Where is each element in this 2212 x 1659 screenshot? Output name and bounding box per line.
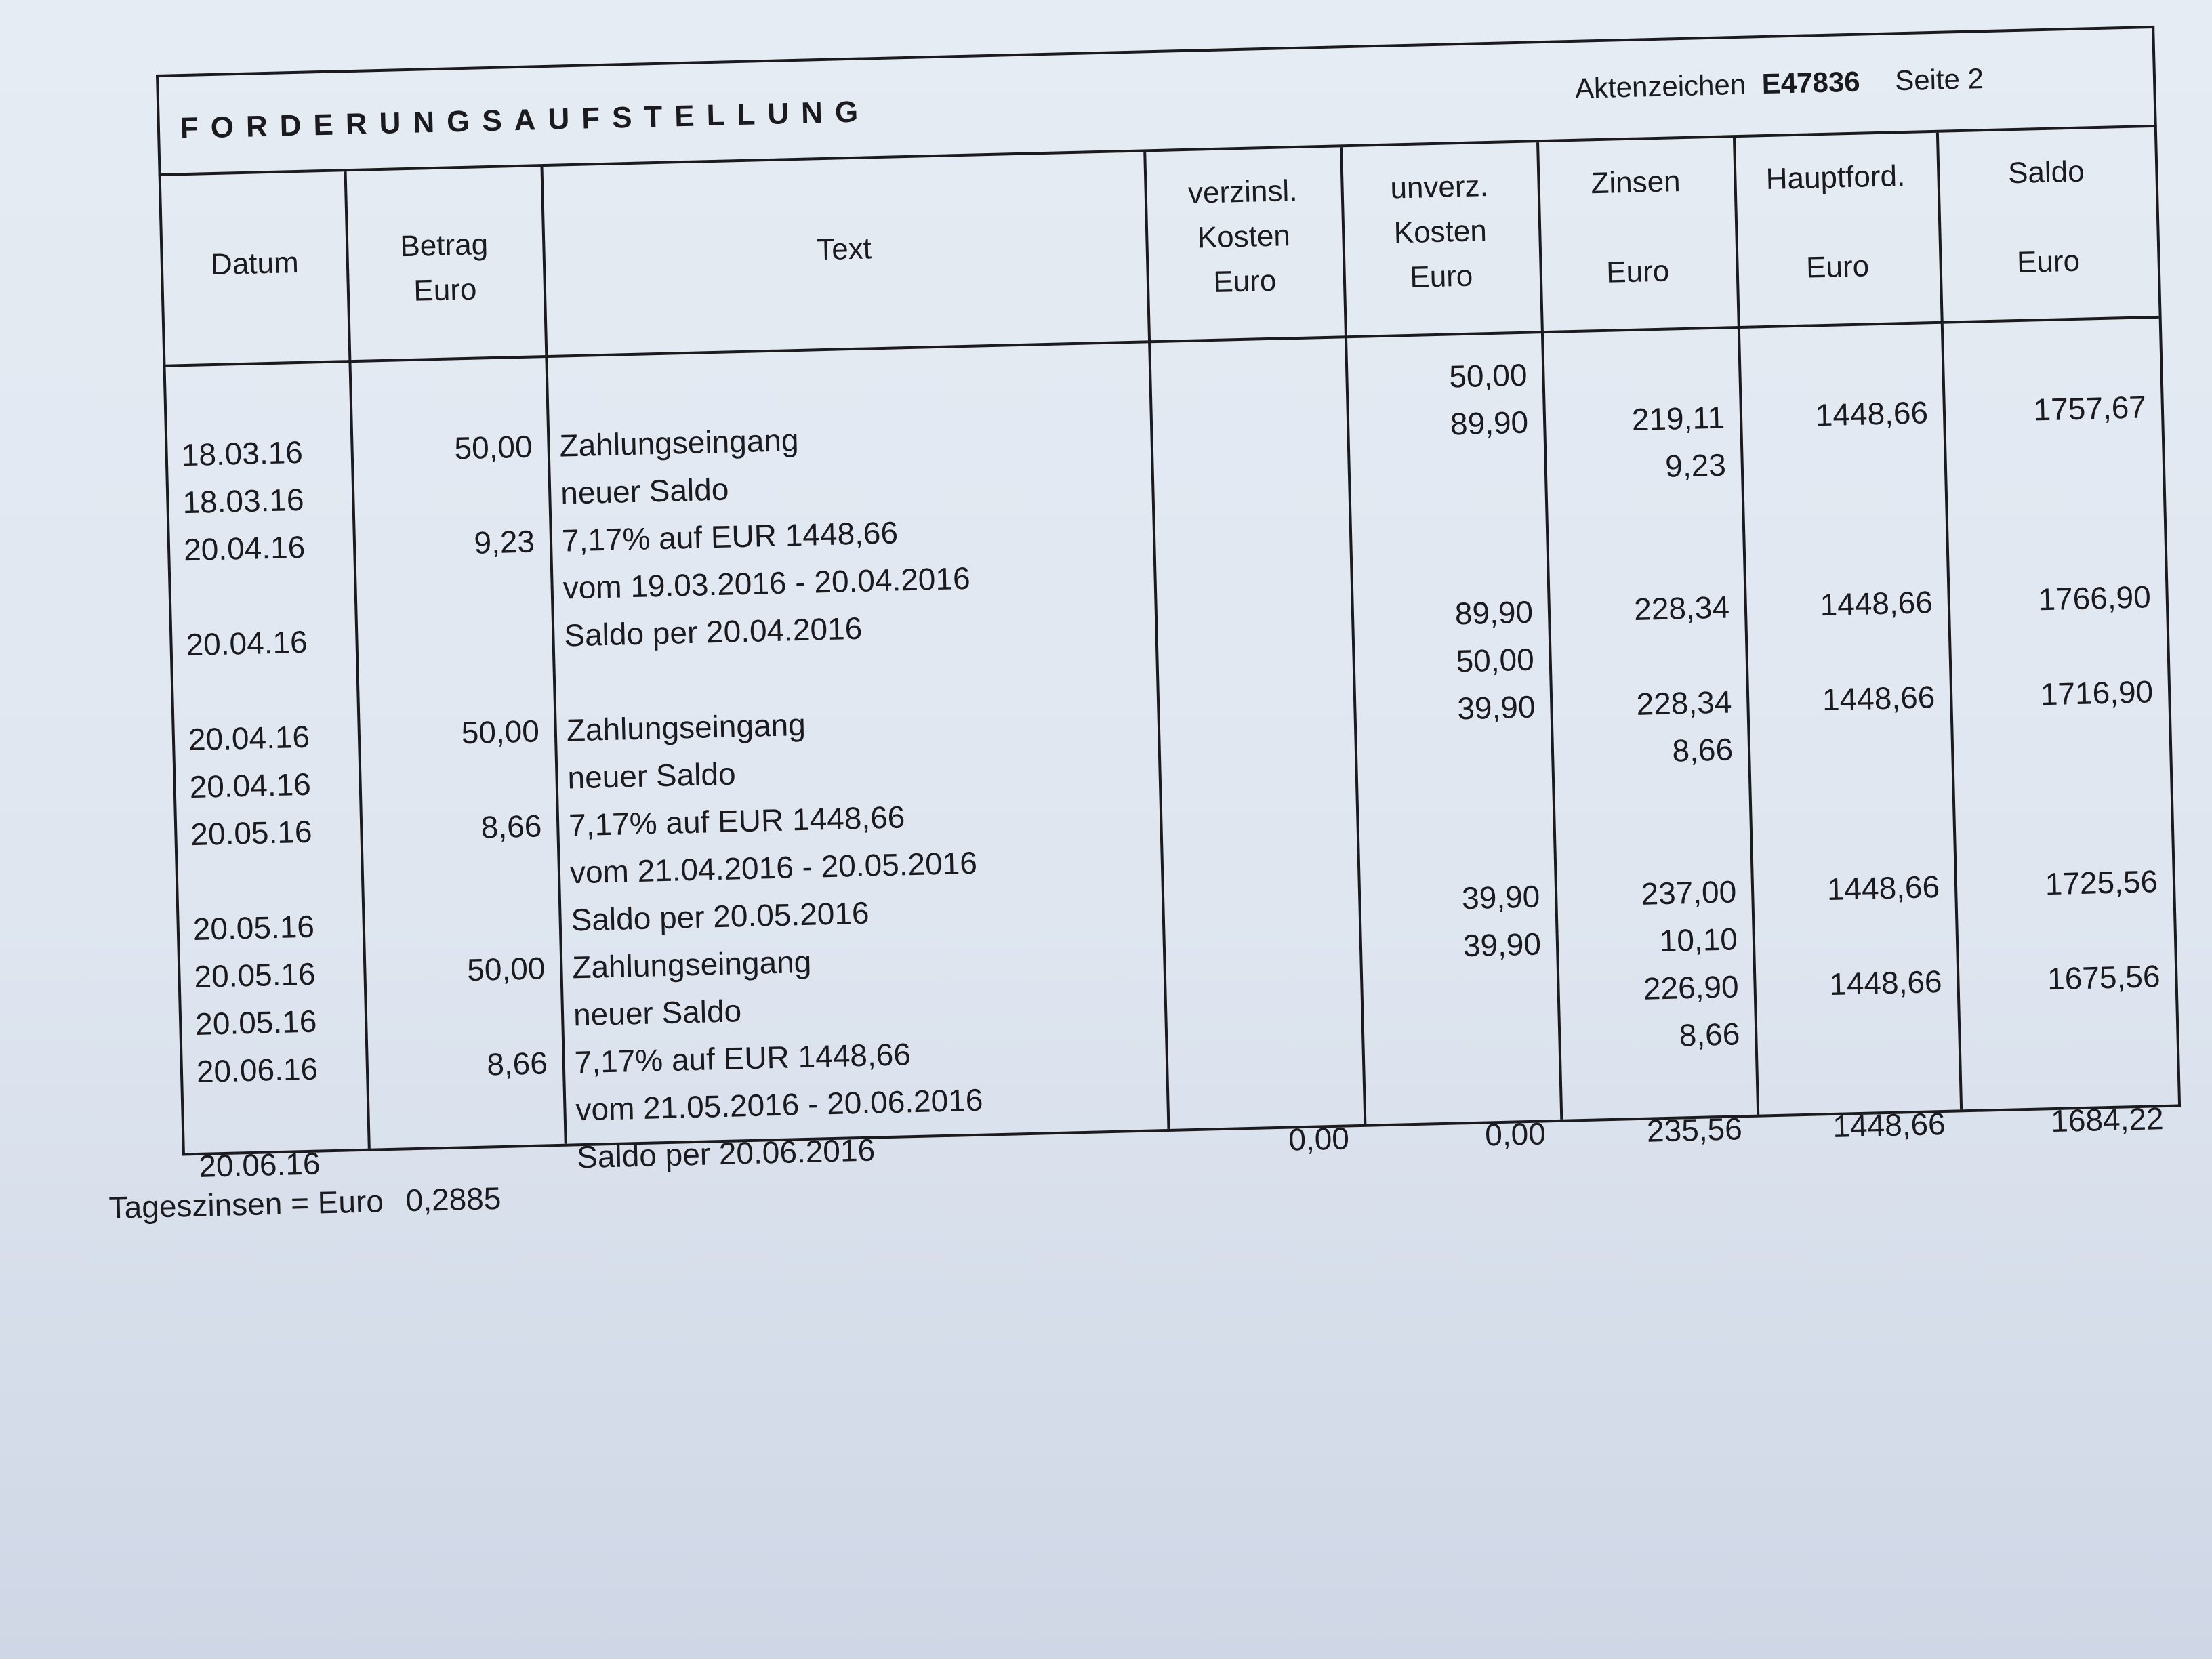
cell-text: vom 21.04.2016 - 20.05.2016 xyxy=(569,844,978,890)
cell-betrag: 8,66 xyxy=(480,808,542,845)
cell-saldo: 1716,90 xyxy=(2040,674,2154,712)
cell-zinsen: 226,90 xyxy=(1643,968,1740,1006)
cell-datum: 20.06.16 xyxy=(198,1145,321,1184)
cell-datum: 20.05.16 xyxy=(190,813,313,853)
cell-zinsen: 8,66 xyxy=(1671,731,1734,769)
cell-text: Saldo per 20.06.2016 xyxy=(576,1132,876,1175)
cell-unverz: 39,90 xyxy=(1461,878,1540,916)
cell-text: neuer Saldo xyxy=(560,471,729,511)
cell-text: Zahlungseingang xyxy=(558,422,800,464)
cell-betrag: 50,00 xyxy=(466,950,546,988)
cell-datum: 20.06.16 xyxy=(196,1050,319,1089)
column-header-haupt: Hauptford. Euro xyxy=(1765,159,1906,285)
claim-statement-sheet xyxy=(156,26,2181,1184)
cell-zinsen: 8,66 xyxy=(1679,1016,1740,1053)
cell-unverz: 39,90 xyxy=(1462,926,1542,964)
cell-text: Zahlungseingang xyxy=(566,706,806,748)
cell-text: neuer Saldo xyxy=(573,993,742,1033)
cell-unverz: 50,00 xyxy=(1448,356,1528,394)
cell-text: vom 21.05.2016 - 20.06.2016 xyxy=(575,1082,983,1128)
column-header-datum: Datum xyxy=(210,245,300,282)
cell-unverz: 0,00 xyxy=(1484,1115,1547,1153)
cell-datum: 18.03.16 xyxy=(182,481,305,520)
cell-unverz: 39,90 xyxy=(1456,689,1536,726)
cell-haupt: 1448,66 xyxy=(1828,964,1943,1002)
daily-interest-value: 0,2885 xyxy=(405,1180,501,1218)
reference-label: Aktenzeichen xyxy=(1574,68,1746,104)
cell-text: vom 19.03.2016 - 20.04.2016 xyxy=(562,560,971,606)
column-header-betrag: Betrag Euro xyxy=(399,228,489,308)
cell-saldo: 1766,90 xyxy=(2037,579,2152,617)
claim-table xyxy=(159,125,2182,1184)
column-header-unverz: unverz. Kosten Euro xyxy=(1389,169,1489,294)
daily-interest-label: Tageszinsen = Euro xyxy=(108,1183,384,1225)
cell-datum: 18.03.16 xyxy=(181,434,304,473)
document-title: FORDERUNGSAUFSTELLUNG xyxy=(180,95,871,146)
cell-saldo: 1684,22 xyxy=(2050,1101,2165,1139)
cell-betrag: 50,00 xyxy=(453,428,533,466)
reference-info xyxy=(1574,62,1984,105)
column-header-zinsen: Zinsen Euro xyxy=(1590,165,1681,289)
cell-zinsen: 9,23 xyxy=(1664,447,1727,484)
cell-haupt: 1448,66 xyxy=(1819,584,1933,623)
cell-zinsen: 219,11 xyxy=(1631,399,1725,437)
cell-unverz: 89,90 xyxy=(1450,404,1529,442)
cell-zinsen: 10,10 xyxy=(1659,921,1738,959)
column-header-text: Text xyxy=(816,232,872,267)
cell-zinsen: 228,34 xyxy=(1636,684,1732,722)
cell-datum: 20.05.16 xyxy=(193,956,316,995)
cell-text: Saldo per 20.04.2016 xyxy=(563,610,863,653)
cell-saldo: 1725,56 xyxy=(2045,863,2158,902)
column-divider xyxy=(540,167,567,1144)
cell-datum: 20.04.16 xyxy=(185,623,308,663)
cell-text: 7,17% auf EUR 1448,66 xyxy=(561,514,899,558)
cell-verz: 0,00 xyxy=(1288,1120,1350,1158)
cell-datum: 20.04.16 xyxy=(183,529,306,568)
header-divider xyxy=(165,316,2158,367)
cell-zinsen: 237,00 xyxy=(1640,874,1737,912)
page-number: Seite 2 xyxy=(1894,62,1984,97)
cell-text: Saldo per 20.05.2016 xyxy=(571,895,870,938)
daily-interest-note xyxy=(108,1180,501,1226)
column-header-verz: verzinsl. Kosten Euro xyxy=(1187,173,1298,299)
cell-betrag: 8,66 xyxy=(486,1045,548,1082)
cell-text: 7,17% auf EUR 1448,66 xyxy=(568,799,905,843)
cell-datum: 20.05.16 xyxy=(194,1003,317,1042)
cell-datum: 20.05.16 xyxy=(192,908,315,947)
cell-haupt: 1448,66 xyxy=(1826,869,1940,907)
reference-number: E47836 xyxy=(1761,65,1861,100)
column-divider xyxy=(344,171,371,1149)
cell-haupt: 1448,66 xyxy=(1832,1105,1946,1145)
cell-unverz: 89,90 xyxy=(1454,594,1534,632)
cell-haupt: 1448,66 xyxy=(1815,394,1929,433)
cell-zinsen: 235,56 xyxy=(1646,1111,1743,1149)
cell-datum: 20.04.16 xyxy=(189,766,312,805)
cell-text: 7,17% auf EUR 1448,66 xyxy=(574,1036,912,1080)
cell-datum: 20.04.16 xyxy=(188,718,310,758)
cell-unverz: 50,00 xyxy=(1455,641,1535,679)
cell-zinsen: 228,34 xyxy=(1633,589,1730,627)
cell-saldo: 1757,67 xyxy=(2032,389,2147,428)
cell-betrag: 9,23 xyxy=(473,523,535,560)
cell-saldo: 1675,56 xyxy=(2047,958,2161,997)
column-header-saldo: Saldo Euro xyxy=(2007,155,2085,279)
cell-text: Zahlungseingang xyxy=(571,943,812,985)
cell-betrag: 50,00 xyxy=(461,713,540,751)
cell-text: neuer Saldo xyxy=(567,756,737,796)
cell-haupt: 1448,66 xyxy=(1822,679,1936,718)
